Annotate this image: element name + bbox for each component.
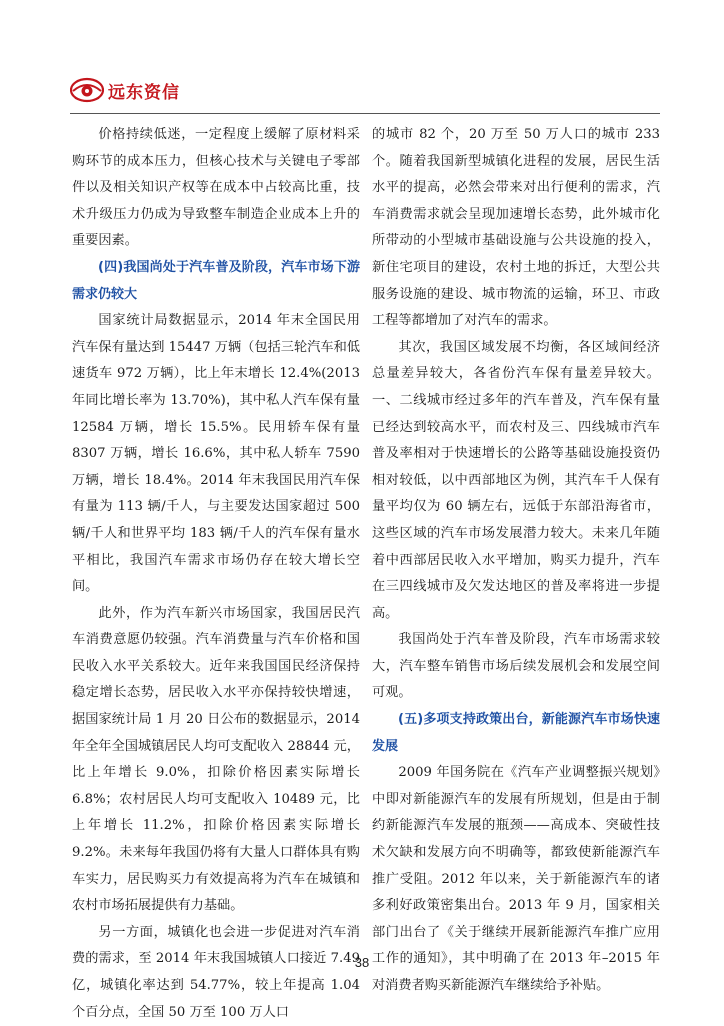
- body-paragraph: 我国尚处于汽车普及阶段，汽车市场需求较大，汽车整车销售市场后续发展机会和发展空间可观。: [372, 632, 660, 701]
- left-column: [72, 122, 360, 1026]
- red-eye-logo-icon: [70, 76, 104, 104]
- body-paragraph: 其次，我国区域发展不均衡，各区域间经济总量差异较大，各省份汽车保有量差异较大。一、二线城市经过多年的汽车普及，汽车保有量已经达到较高水平，而农村及三、四线城市汽车普及率相对于快速增长的公路等基础设施投资仍相对较低，以中西部地区为例，其汽车千人保有量平均仅为 60 辆左右，远低于东部沿海省市，这些区域的汽车市场发展潜力较大。未来几年随着中西部居民收入水平增加，购买力提升，汽车在三四线城市及欠发达地区的普及率将进一步提高。: [372, 339, 660, 621]
- section-heading: (四)我国尚处于汽车普及阶段，汽车市场下游需求仍较大: [72, 259, 360, 302]
- header-divider: [70, 113, 660, 114]
- body-paragraph: 的城市 82 个，20 万至 50 万人口的城市 233 个。随着我国新型城镇化进程的发展，居民生活水平的提高，必然会带来对出行便利的需求，汽车消费需求就会呈现加速增长态势，此外城市化所带动的小型城市基础设施与公共设施的投入，新住宅项目的建设，农村土地的拆迁，大型公共服务设施的建设、城市物流的运输，环卫、市政工程等都增加了对汽车的需求。: [372, 127, 660, 329]
- brand-name: 远东资信: [108, 83, 180, 103]
- body-paragraph: 国家统计局数据显示，2014 年末全国民用汽车保有量达到 15447 万辆（包括三轮汽车和低速货车 972 万辆），比上年末增长 12.4%(2013 年同比增长率为 13.70%)，其中私人汽车保有量 12584 万辆，增长 15.5%。民用轿车保有量 8307 万辆，增长 16.6%，其中私人轿车 7590 万辆，增长 18.4%。2014 年末我国民用汽车保有量为 113 辆/千人，与主要发达国家超过 500 辆/千人和世界平均 183 辆/千人的汽车保有量水平相比，我国汽车需求市场仍存在较大增长空间。: [72, 313, 360, 595]
- section-heading: (五)多项支持政策出台，新能源汽车市场快速发展: [372, 712, 660, 754]
- body-paragraph: 2009 年国务院在《汽车产业调整振兴规划》中即对新能源汽车的发展有所规划，但是由于制约新能源汽车发展的瓶颈——高成本、突破性技术欠缺和发展方向不明确等，都致使新能源汽车推广受阻。2012 年以来，关于新能源汽车的诸多利好政策密集出台。2013 年 9 月，国家相关部门出台了《关于继续开展新能源汽车推广应用工作的通知》，其中明确了在 2013 年–2015 年对消费者购买新能源汽车继续给予补贴。: [372, 765, 660, 993]
- body-paragraph: 此外，作为汽车新兴市场国家，我国居民汽车消费意愿仍较强。汽车消费量与汽车价格和国民收入水平关系较大。近年来我国国民经济保持稳定增长态势，居民收入水平亦保持较快增速，据国家统计局 1 月 20 日公布的数据显示，2014 年全年全国城镇居民人均可支配收入 28844 元，比上年增长 9.0%，扣除价格因素实际增长 6.8%；农村居民人均可支配收入 10489 元，比上年增长 11.2%，扣除价格因素实际增长 9.2%。未来每年我国仍将有大量人口群体具有购车实力，居民购买力有效提高将为汽车在城镇和农村市场拓展提供有力基础。: [72, 605, 360, 914]
- body-paragraph: 另一方面，城镇化也会进一步促进对汽车消费的需求，至 2014 年末我国城镇人口接近 7.49 亿，城镇化率达到 54.77%，较上年提高 1.04 个百分点，全国 50 万至 100 万人口: [72, 924, 360, 1020]
- right-column: [372, 122, 660, 1000]
- body-paragraph: 价格持续低迷，一定程度上缓解了原材料采购环节的成本压力，但核心技术与关键电子零部件以及相关知识产权等在成本中占较高比重，技术升级压力仍成为导致整车制造企业成本上升的重要因素。: [72, 127, 360, 249]
- page-number: 38: [354, 955, 370, 970]
- page-header: [70, 72, 660, 112]
